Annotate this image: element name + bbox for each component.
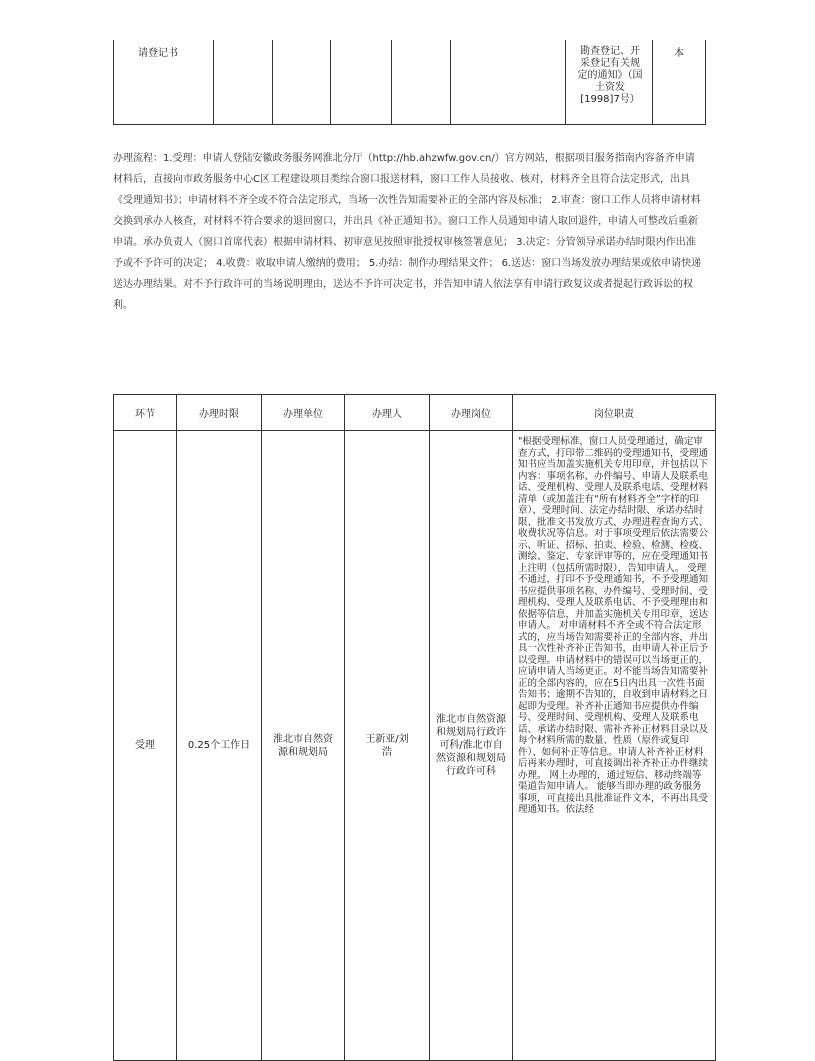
cell-stage: 受理	[114, 431, 177, 1061]
process-description: 办理流程：1.受理：申请人登陆安徽政务服务网淮北分厅（http://hb.ahzwfw.gov.cn/）官方网站，根据项目服务指南内容备齐申请材料后，直接向市政务服务中心C区工程建设项目类综合窗口报送材料，窗口工作人员接收、核对，材料齐全且符合法定形式，出具《受理通知书》；申请材料不齐全或不符合法定形式，当场一次性告知需要补正的全部内容及标准； 2.审查：窗口工作人员将申请材料交换到承办人核查，对材料不符合要求的退回窗口，并出具《补正通知书》。窗口工作人员通知申请人取回退件，申请人可整改后重新申请。承办负责人（窗口首席代表）根据申请材料、初审意见按照审批授权审核签署意见； 3.决定：分管领导承诺办结时限内作出准予或不予许可的决定； 4.收费：收取申请人缴纳的费用； 5.办结：制作办理结果文件； 6.送达：窗口当场发放办理结果或依申请快递送达办理结果。对不予行政许可的当场说明理由，送达不予许可决定书，并告知申请人依法享有申请行政复议或者提起行政诉讼的权利。	[113, 153, 702, 311]
header-stage: 环节	[114, 395, 177, 431]
table-header-row	[114, 395, 716, 431]
top-table-cell-1: 请登记书	[114, 40, 214, 124]
top-table-cell-6: 勘查登记、开采登记有关规定的通知》（国土资发[1998]7号）	[566, 40, 653, 124]
header-duty: 岗位职责	[513, 395, 716, 431]
header-post: 办理岗位	[430, 395, 513, 431]
top-table-cell-3	[273, 40, 331, 124]
top-table-cell-4	[331, 40, 392, 124]
cell-duty: "根据受理标准，窗口人员受理通过，确定审查方式，打印带二维码的受理通知书，受理通知书应当加盖实施机关专用印章，并包括以下内容：事项名称、办件编号、申请人及联系电话、受理机构、受理人及联系电话、受理材料清单（或加盖注有“所有材料齐全”字样的印章）、受理时间、法定办结时限、承诺办结时限、批准文书发放方式、办理进程查询方式、收费状况等信息。对于事项受理后依法需要公示、听证、招标、拍卖、检验、检测、检疫、测绘、鉴定、专家评审等的，应在受理通知书上注明（包括所需时限），告知申请人。 受理不通过，打印不予受理通知书，不予受理通知书应提供事项名称、办件编号、受理时间、受理机构、受理人及联系电话、不予受理理由和依据等信息，并加盖实施机关专用印章，送达申请人。 对申请材料不齐全或不符合法定形式的，应当场告知需要补正的全部内容，并出具一次性补齐补正告知书，由申请人补正后予以受理。申请材料中的错误可以当场更正的，应请申请人当场更正。对不能当场告知需要补正的全部内容的，应在5日内出具一次性书面告知书；逾期不告知的，自收到申请材料之日起即为受理。补齐补正通知书应提供办件编号、受理时间、受理机构、受理人及联系电话、承诺办结时限、需补齐补正材料目录以及每个材料所需的数量、性质（原件或复印件）、如何补正等信息。申请人补齐补正材料后再来办理时，可直接调出补齐补正办件继续办理。 网上办理的，通过短信、移动终端等渠道告知申请人。 能够当即办理的政务服务事项，可直接出具批准证件文本，不再出具受理通知书。依法经	[513, 431, 716, 1061]
top-table-cell-7: 本	[653, 40, 706, 124]
table-row	[114, 431, 716, 1061]
top-table-continuation	[113, 40, 706, 125]
cell-handler: 王新亚/刘浩	[345, 431, 430, 1061]
header-unit: 办理单位	[262, 395, 345, 431]
header-handler: 办理人	[345, 395, 430, 431]
responsibility-table	[113, 394, 716, 1061]
header-time-limit: 办理时限	[177, 395, 262, 431]
cell-post: 淮北市自然资源和规划局行政许可科/淮北市自然资源和规划局行政许可科	[430, 431, 513, 1061]
top-table-cell-blank	[451, 40, 566, 124]
cell-time-limit: 0.25个工作日	[177, 431, 262, 1061]
top-table-cell-2	[214, 40, 273, 124]
cell-unit: 淮北市自然资源和规划局	[262, 431, 345, 1061]
top-table-cell-5	[392, 40, 451, 124]
